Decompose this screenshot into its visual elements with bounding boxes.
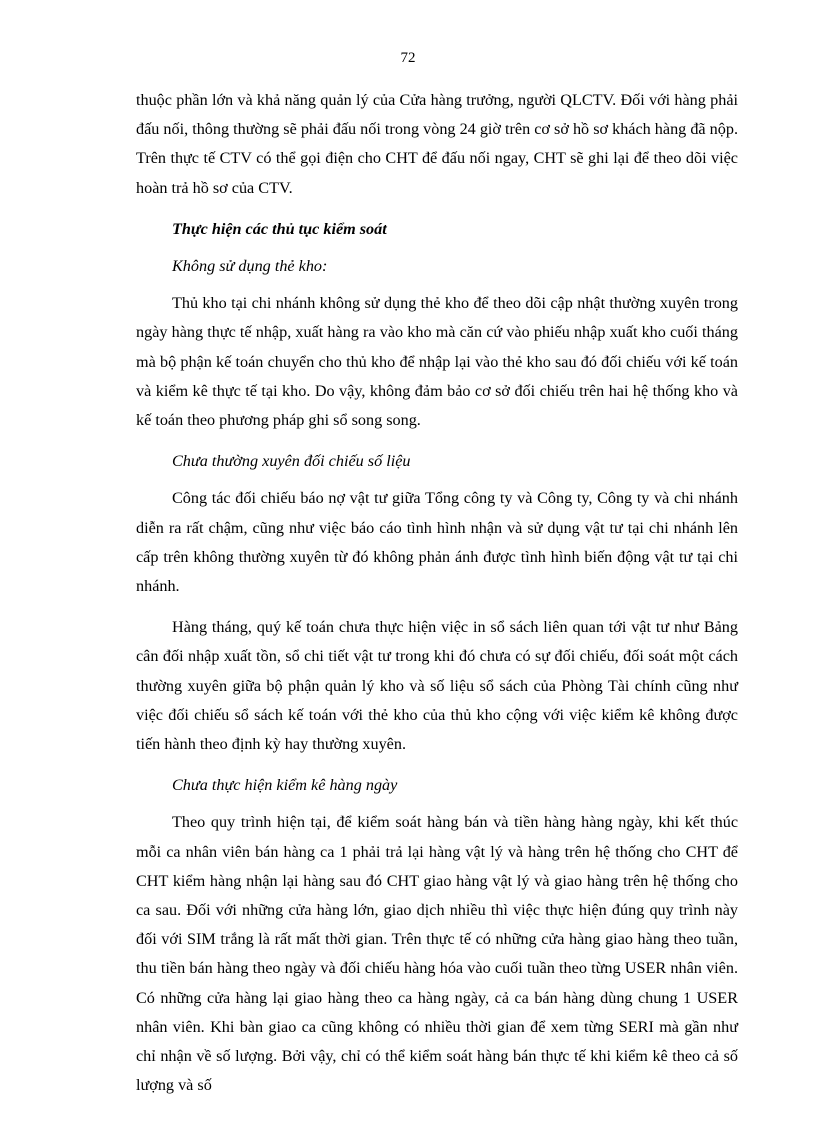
page-body [136, 86, 738, 1113]
paragraph-daily-inventory: Theo quy trình hiện tại, để kiểm soát hàng bán và tiền hàng hàng ngày, khi kết thúc mỗi ca nhân viên bán hàng ca 1 phải trả lại hàng vật lý và hàng trên hệ thống cho CHT để CHT kiểm hàng nhận lại hàng sau đó CHT giao hàng vật lý và giao hàng trên hệ thống cho ca sau. Đối với những cửa hàng lớn, giao dịch nhiều thì việc thực hiện đúng quy trình này đối với SIM trắng là rất mất thời gian. Trên thực tế có những cửa hàng giao hàng theo tuần, thu tiền bán hàng theo ngày và đối chiếu hàng hóa vào cuối tuần theo từng USER nhân viên. Có những cửa hàng lại giao hàng theo ca hàng ngày, cả ca bán hàng dùng chung 1 USER nhân viên. Khi bàn giao ca cũng không có nhiều thời gian để xem từng SERI mà gần như chỉ nhận về số lượng. Bởi vậy, chỉ có thể kiểm soát hàng bán thực tế khi kiểm kê theo cả số lượng và số [136, 813, 738, 1095]
subheading-daily-inventory: Chưa thực hiện kiểm kê hàng ngày [172, 776, 398, 795]
paragraph-stock-card: Thủ kho tại chi nhánh không sử dụng thẻ kho để theo dõi cập nhật thường xuyên trong ngày hàng thực tế nhập, xuất hàng ra vào kho mà căn cứ vào phiếu nhập xuất kho cuối tháng mà bộ phận kế toán chuyển cho thủ kho để nhập lại vào thẻ kho sau đó đối chiếu với kế toán và kiểm kê thực tế tại kho. Do vậy, không đảm bảo cơ sở đối chiếu trên hai hệ thống kho và kế toán theo phương pháp ghi sổ song song. [136, 294, 738, 430]
subheading-stock-card: Không sử dụng thẻ kho: [172, 257, 328, 276]
paragraph-reconciliation-1: Công tác đối chiếu báo nợ vật tư giữa Tổng công ty và Công ty, Công ty và chi nhánh diễn ra rất chậm, cũng như việc báo cáo tình hình nhận và sử dụng vật tư tại chi nhánh lên cấp trên không thường xuyên từ đó không phản ánh được tình hình biến động vật tư tại chi nhánh. [136, 489, 738, 596]
section-heading: Thực hiện các thủ tục kiểm soát [172, 219, 387, 238]
paragraph-intro: thuộc phần lớn và khả năng quản lý của Cửa hàng trưởng, người QLCTV. Đối với hàng phải đấu nối, thông thường sẽ phải đấu nối trong vòng 24 giờ trên cơ sở hồ sơ khách hàng đã nộp. Trên thực tế CTV có thể gọi điện cho CHT để đấu nối ngay, CHT sẽ ghi lại để theo dõi việc hoàn trả hồ sơ của CTV. [136, 91, 738, 197]
page-number: 72 [400, 50, 416, 66]
paragraph-reconciliation-2: Hàng tháng, quý kế toán chưa thực hiện việc in sổ sách liên quan tới vật tư như Bảng cân đối nhập xuất tồn, sổ chi tiết vật tư trong khi đó chưa có sự đối chiếu, đối soát một cách thường xuyên giữa bộ phận quản lý kho và số liệu sổ sách của Phòng Tài chính cũng như việc đối chiếu sổ sách kế toán với thẻ kho của thủ kho cộng với việc kiểm kê không được tiến hành theo định kỳ hay thường xuyên. [136, 618, 738, 754]
subheading-reconciliation: Chưa thường xuyên đối chiếu số liệu [172, 452, 411, 471]
